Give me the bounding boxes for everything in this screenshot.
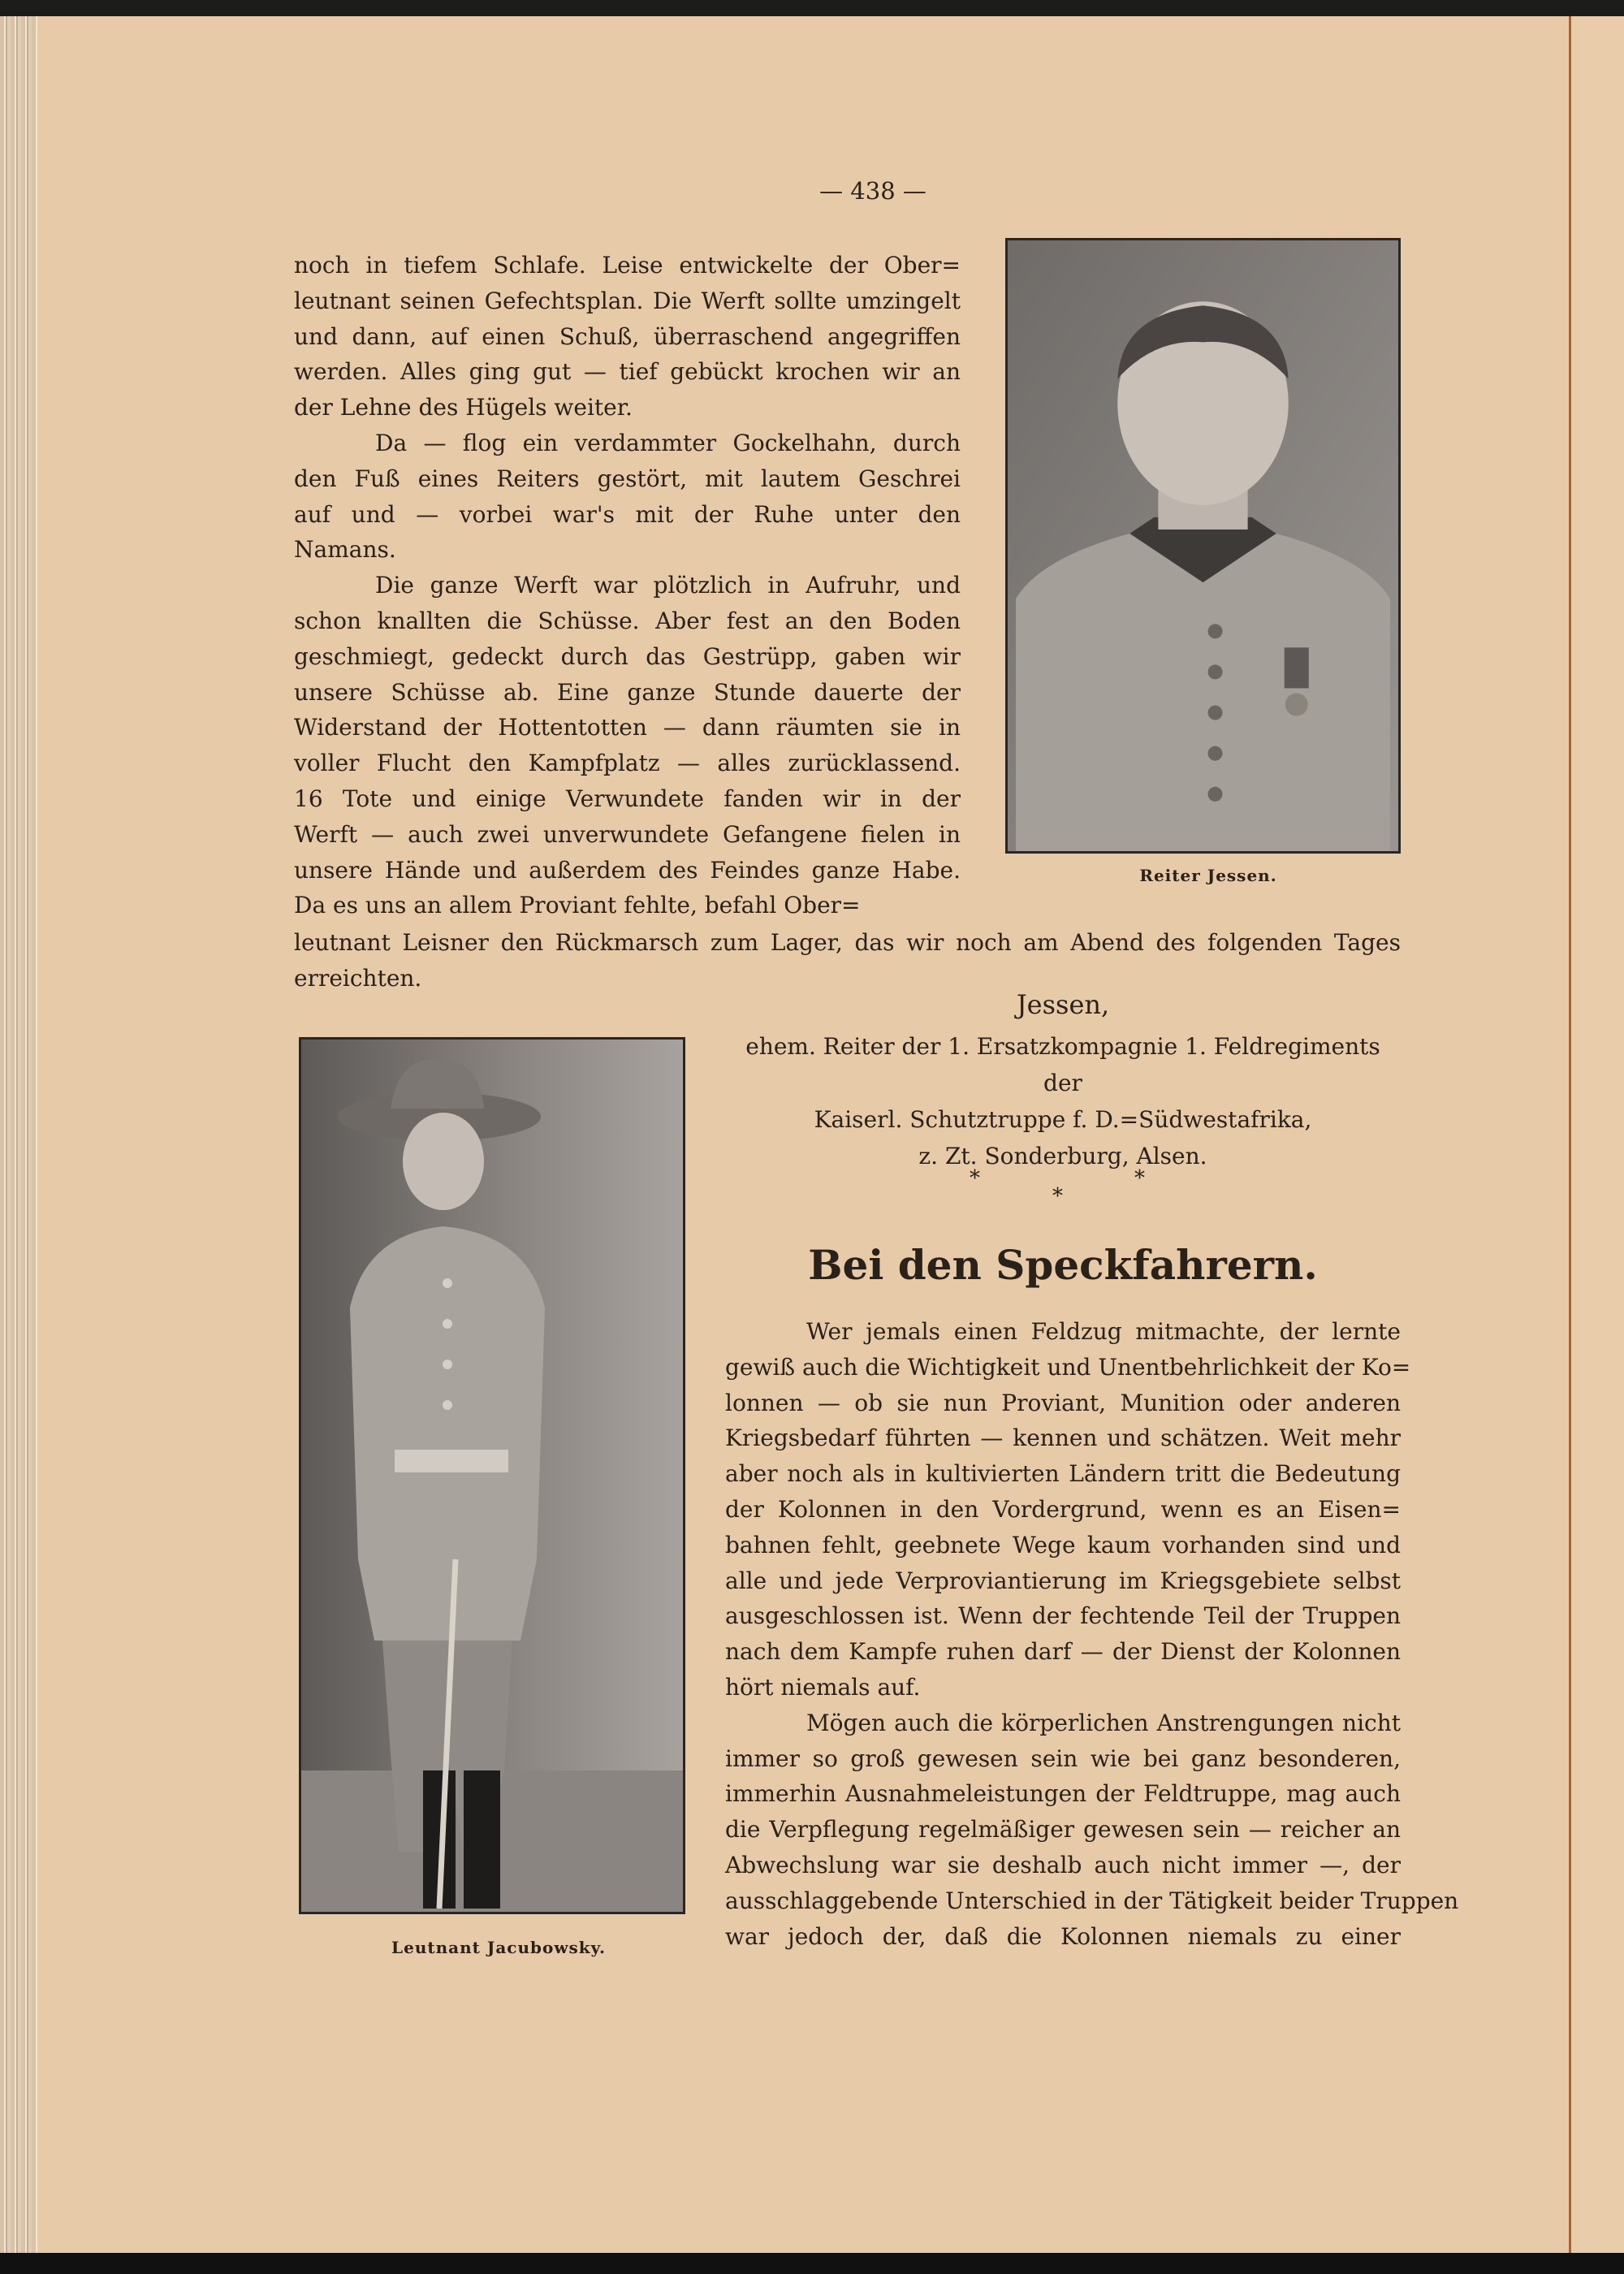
separator-asterisk: * (1134, 1166, 1145, 1191)
text-line: Wer jemals einen Feldzug mitmachte, der lernte (806, 1318, 1401, 1345)
text-line: immer so groß gewesen sein wie bei ganz besonderen, (725, 1744, 1401, 1772)
signature-line: ehem. Reiter der 1. Ersatzkompagnie 1. Feldregiments der (745, 1033, 1380, 1096)
scan-top-edge (0, 0, 1624, 18)
text-line: Da es uns an allem Proviant fehlte, befahl Ober= (294, 892, 861, 919)
text-line: schon knallten die Schüsse. Aber fest an den Boden (294, 607, 961, 634)
text-line: Abwechslung war sie deshalb auch nicht immer —, der (725, 1851, 1401, 1878)
text-line: leutnant Leisner den Rückmarsch zum Lager, das wir noch am Abend des folgenden Tages (294, 929, 1401, 956)
text-line: leutnant seinen Gefechtsplan. Die Werft sollte umzingelt (294, 287, 961, 314)
text-line: Da — flog ein verdammter Gockelhahn, durch (375, 429, 961, 456)
text-line: der Kolonnen in den Vordergrund, wenn es an Eisen= (725, 1495, 1401, 1523)
signature-name: Jessen, (1016, 989, 1110, 1020)
text-line: war jedoch der, daß die Kolonnen niemals zu einer (725, 1922, 1401, 1950)
text-line: auf und — vorbei war's mit der Ruhe unter den (294, 500, 961, 528)
text-line: unsere Schüsse ab. Eine ganze Stunde dauerte der (294, 678, 961, 706)
scan-bottom-edge (0, 2253, 1624, 2274)
text-line: immerhin Ausnahmeleistungen der Feldtruppe, mag auch (725, 1780, 1401, 1808)
next-page-edge (1571, 16, 1624, 2255)
text-line: Die ganze Werft war plötzlich in Aufruhr, und (375, 572, 961, 599)
text-line: ausschlaggebende Unterschied in der Tätigkeit beider Truppen (725, 1887, 1459, 1914)
photo-leutnant-jacubowsky (299, 1037, 685, 1914)
text-line: Namans. (294, 536, 396, 564)
separator-asterisk: * (970, 1166, 980, 1191)
text-line: hört niemals auf. (725, 1673, 921, 1701)
text-line: unsere Hände und außerdem des Feindes ganze Habe. (294, 856, 961, 884)
photo-caption-reiter-jessen: Reiter Jessen. (1139, 866, 1277, 885)
article-body-text (725, 1314, 1459, 1954)
text-line: voller Flucht den Kampfplatz — alles zurücklassend. (294, 750, 961, 777)
page-stack-edge (0, 16, 37, 2255)
signature-line: Kaiserl. Schutztruppe f. D.=Südwestafrika, (814, 1106, 1312, 1133)
signature-address (725, 1028, 1401, 1174)
text-line: gewiß auch die Wichtigkeit und Unentbehrlichkeit der Ko= (725, 1353, 1411, 1381)
text-line: den Fuß eines Reiters gestört, mit lautem Geschrei (294, 465, 961, 492)
page-number: — 438 — (819, 177, 926, 205)
text-line: lonnen — ob sie nun Proviant, Munition oder anderen (725, 1389, 1401, 1416)
text-line: werden. Alles ging gut — tief gebückt krochen wir an (294, 358, 961, 386)
text-line: Mögen auch die körperlichen Anstrengungen nicht (806, 1709, 1401, 1736)
text-line: noch in tiefem Schlafe. Leise entwickelte der Ober= (294, 252, 961, 279)
text-line: Werft — auch zwei unverwundete Gefangene fielen in (294, 820, 961, 848)
separator-asterisk: * (1052, 1184, 1063, 1208)
text-line: bahnen fehlt, geebnete Wege kaum vorhanden sind und (725, 1531, 1401, 1559)
signature-line: z. Zt. Sonderburg, Alsen. (918, 1143, 1207, 1169)
text-line: die Verpflegung regelmäßiger gewesen sein — reicher an (725, 1816, 1401, 1844)
text-line: Kriegsbedarf führten — kennen und schätzen. Weit mehr (725, 1424, 1401, 1452)
text-line: nach dem Kampfe ruhen darf — der Dienst der Kolonnen (725, 1638, 1401, 1666)
text-line: und dann, auf einen Schuß, überraschend angegriffen (294, 322, 961, 350)
text-line: ausgeschlossen ist. Wenn der fechtende Teil der Truppen (725, 1602, 1401, 1630)
photo-caption-leutnant-jacubowsky: Leutnant Jacubowsky. (391, 1938, 606, 1957)
text-line: geschmiegt, gedeckt durch das Gestrüpp, gaben wir (294, 642, 961, 670)
article-title: Bei den Speckfahrern. (808, 1241, 1318, 1289)
text-line: alle und jede Verproviantierung im Kriegsgebiete selbst (725, 1567, 1401, 1594)
text-line: aber noch als in kultivierten Ländern tritt die Bedeutung (725, 1460, 1401, 1488)
body-text-left-column (294, 248, 961, 923)
body-text-full-width (294, 925, 1401, 996)
text-line: erreichten. (294, 964, 422, 992)
photo-reiter-jessen (1005, 238, 1401, 854)
text-line: 16 Tote und einige Verwundete fanden wir in der (294, 785, 961, 812)
text-line: Widerstand der Hottentotten — dann räumten sie in (294, 714, 961, 741)
text-line: der Lehne des Hügels weiter. (294, 394, 633, 422)
